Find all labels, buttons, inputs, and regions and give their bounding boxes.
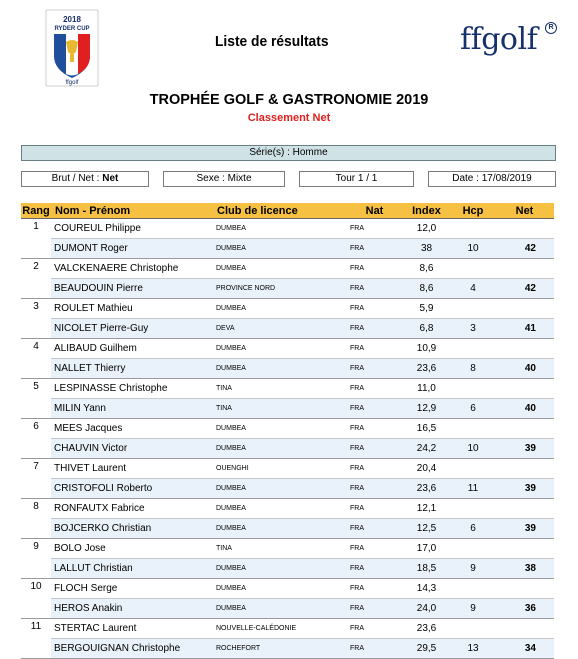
team-hcp: 6 <box>451 399 495 419</box>
player-index: 16,5 <box>402 419 451 439</box>
player-club: DUMBEA <box>213 299 347 319</box>
player-name: VALCKENAERE Christophe <box>51 259 213 279</box>
team-hcp <box>451 579 495 599</box>
player-nat: FRA <box>347 599 402 619</box>
team-net <box>495 379 554 399</box>
rank-cell: 3 <box>21 299 51 319</box>
rank-cell: 6 <box>21 419 51 439</box>
col-club: Club de licence <box>213 203 347 219</box>
table-row <box>21 379 554 399</box>
team-hcp <box>451 259 495 279</box>
team-net: 40 <box>495 359 554 379</box>
rank-cell: 11 <box>21 619 51 639</box>
table-row <box>21 299 554 319</box>
player-name: DUMONT Roger <box>51 239 213 259</box>
team-net: 36 <box>495 599 554 619</box>
team-net <box>495 499 554 519</box>
player-club: DUMBEA <box>213 219 347 239</box>
table-header <box>21 203 554 219</box>
player-index: 29,5 <box>402 639 451 659</box>
team-net: 39 <box>495 439 554 459</box>
player-club: DUMBEA <box>213 239 347 259</box>
svg-text:2018: 2018 <box>63 15 81 24</box>
player-name: CRISTOFOLI Roberto <box>51 479 213 499</box>
player-nat: FRA <box>347 259 402 279</box>
player-index: 18,5 <box>402 559 451 579</box>
player-club: TINA <box>213 379 347 399</box>
player-name: NALLET Thierry <box>51 359 213 379</box>
svg-text:RYDER CUP: RYDER CUP <box>54 26 90 32</box>
table-row <box>21 559 554 579</box>
team-hcp <box>451 419 495 439</box>
player-nat: FRA <box>347 459 402 479</box>
player-name: STERTAC Laurent <box>51 619 213 639</box>
player-index: 17,0 <box>402 539 451 559</box>
team-net: 40 <box>495 399 554 419</box>
team-net <box>495 299 554 319</box>
date-box: Date : 17/08/2019 <box>428 171 556 187</box>
player-club: DUMBEA <box>213 339 347 359</box>
col-net: Net <box>495 203 554 219</box>
tour-box: Tour 1 / 1 <box>299 171 414 187</box>
team-net: 38 <box>495 559 554 579</box>
table-row <box>21 639 554 659</box>
table-row <box>21 459 554 479</box>
player-club: TINA <box>213 399 347 419</box>
rank-cell: 4 <box>21 339 51 359</box>
player-club: DEVA <box>213 319 347 339</box>
brut-net-box <box>21 171 149 187</box>
rank-cell-empty <box>21 599 51 619</box>
table-row <box>21 579 554 599</box>
player-nat: FRA <box>347 299 402 319</box>
player-nat: FRA <box>347 239 402 259</box>
player-club: PROVINCE NORD <box>213 279 347 299</box>
col-nom: Nom - Prénom <box>51 203 213 219</box>
team-net: 41 <box>495 319 554 339</box>
team-net <box>495 259 554 279</box>
player-club: DUMBEA <box>213 439 347 459</box>
player-nat: FRA <box>347 279 402 299</box>
col-nat: Nat <box>347 203 402 219</box>
table-row <box>21 259 554 279</box>
team-net <box>495 219 554 239</box>
table-row <box>21 479 554 499</box>
player-nat: FRA <box>347 359 402 379</box>
competition-title: TROPHÉE GOLF & GASTRONOMIE 2019 <box>149 92 429 108</box>
table-row <box>21 319 554 339</box>
player-index: 12,9 <box>402 399 451 419</box>
rank-cell-empty <box>21 399 51 419</box>
table-row <box>21 419 554 439</box>
player-index: 6,8 <box>402 319 451 339</box>
ffgolf-logo: ffgolf <box>460 22 538 57</box>
rank-cell-empty <box>21 319 51 339</box>
team-net <box>495 579 554 599</box>
table-row <box>21 219 554 239</box>
table-row <box>21 399 554 419</box>
player-name: HEROS Anakin <box>51 599 213 619</box>
team-hcp: 4 <box>451 279 495 299</box>
rank-cell-empty <box>21 239 51 259</box>
player-index: 8,6 <box>402 279 451 299</box>
table-row <box>21 619 554 639</box>
results-table <box>21 203 554 659</box>
player-nat: FRA <box>347 639 402 659</box>
team-hcp: 6 <box>451 519 495 539</box>
table-row <box>21 239 554 259</box>
team-hcp <box>451 459 495 479</box>
table-row <box>21 339 554 359</box>
player-name: MILIN Yann <box>51 399 213 419</box>
player-nat: FRA <box>347 219 402 239</box>
table-row <box>21 359 554 379</box>
team-net <box>495 339 554 359</box>
player-index: 23,6 <box>402 479 451 499</box>
player-index: 20,4 <box>402 459 451 479</box>
player-name: MEES Jacques <box>51 419 213 439</box>
player-index: 11,0 <box>402 379 451 399</box>
player-club: DUMBEA <box>213 499 347 519</box>
player-name: BERGOUIGNAN Christophe <box>51 639 213 659</box>
team-net: 39 <box>495 479 554 499</box>
player-club: DUMBEA <box>213 599 347 619</box>
player-nat: FRA <box>347 339 402 359</box>
document-title: Liste de résultats <box>215 33 329 50</box>
rank-cell: 10 <box>21 579 51 599</box>
player-name: ROULET Mathieu <box>51 299 213 319</box>
team-net <box>495 419 554 439</box>
col-index: Index <box>402 203 451 219</box>
serie-bar: Série(s) : Homme <box>21 145 556 161</box>
player-nat: FRA <box>347 619 402 639</box>
team-hcp: 8 <box>451 359 495 379</box>
team-hcp <box>451 379 495 399</box>
player-name: ALIBAUD Guilhem <box>51 339 213 359</box>
team-net: 39 <box>495 519 554 539</box>
team-hcp: 11 <box>451 479 495 499</box>
team-hcp: 9 <box>451 599 495 619</box>
player-name: BOJCERKO Christian <box>51 519 213 539</box>
player-index: 8,6 <box>402 259 451 279</box>
player-nat: FRA <box>347 539 402 559</box>
player-nat: FRA <box>347 579 402 599</box>
player-index: 5,9 <box>402 299 451 319</box>
player-club: TINA <box>213 539 347 559</box>
team-hcp <box>451 299 495 319</box>
col-hcp: Hcp <box>451 203 495 219</box>
player-name: RONFAUTX Fabrice <box>51 499 213 519</box>
rank-cell-empty <box>21 359 51 379</box>
brut-net-value: Net <box>102 173 119 184</box>
player-index: 23,6 <box>402 619 451 639</box>
team-hcp: 13 <box>451 639 495 659</box>
player-index: 24,0 <box>402 599 451 619</box>
table-row <box>21 499 554 519</box>
player-nat: FRA <box>347 379 402 399</box>
player-name: BEAUDOUIN Pierre <box>51 279 213 299</box>
rank-cell: 5 <box>21 379 51 399</box>
player-nat: FRA <box>347 499 402 519</box>
team-hcp <box>451 219 495 239</box>
table-row <box>21 599 554 619</box>
rank-cell-empty <box>21 519 51 539</box>
table-row <box>21 519 554 539</box>
player-nat: FRA <box>347 439 402 459</box>
player-name: NICOLET Pierre-Guy <box>51 319 213 339</box>
player-name: CHAUVIN Victor <box>51 439 213 459</box>
ryder-cup-logo <box>44 8 100 88</box>
player-nat: FRA <box>347 399 402 419</box>
table-row <box>21 539 554 559</box>
col-rang: Rang <box>22 204 50 217</box>
table-row <box>21 279 554 299</box>
player-club: DUMBEA <box>213 519 347 539</box>
player-index: 12,1 <box>402 499 451 519</box>
rank-cell-empty <box>21 479 51 499</box>
registered-mark: R <box>545 22 557 34</box>
classement-subtitle: Classement Net <box>247 112 331 124</box>
player-name: BOLO Jose <box>51 539 213 559</box>
player-index: 38 <box>402 239 451 259</box>
player-index: 10,9 <box>402 339 451 359</box>
brut-net-label: Brut / Net : <box>51 173 100 184</box>
rank-cell: 9 <box>21 539 51 559</box>
team-hcp: 10 <box>451 439 495 459</box>
player-index: 12,5 <box>402 519 451 539</box>
player-name: THIVET Laurent <box>51 459 213 479</box>
team-net: 42 <box>495 239 554 259</box>
player-club: DUMBEA <box>213 559 347 579</box>
player-club: DUMBEA <box>213 479 347 499</box>
player-index: 12,0 <box>402 219 451 239</box>
rank-cell-empty <box>21 639 51 659</box>
player-index: 14,3 <box>402 579 451 599</box>
player-club: DUMBEA <box>213 419 347 439</box>
rank-cell: 8 <box>21 499 51 519</box>
rank-cell-empty <box>21 279 51 299</box>
team-net: 34 <box>495 639 554 659</box>
player-club: OUENGHI <box>213 459 347 479</box>
svg-text:ffgolf: ffgolf <box>65 80 79 86</box>
rank-cell: 1 <box>21 219 51 239</box>
team-net: 42 <box>495 279 554 299</box>
player-index: 23,6 <box>402 359 451 379</box>
team-hcp: 9 <box>451 559 495 579</box>
team-hcp <box>451 539 495 559</box>
player-club: DUMBEA <box>213 259 347 279</box>
player-name: LESPINASSE Christophe <box>51 379 213 399</box>
player-nat: FRA <box>347 319 402 339</box>
player-name: LALLUT Christian <box>51 559 213 579</box>
rank-cell-empty <box>21 559 51 579</box>
team-hcp <box>451 339 495 359</box>
team-hcp: 10 <box>451 239 495 259</box>
rank-cell: 7 <box>21 459 51 479</box>
team-net <box>495 539 554 559</box>
sexe-box: Sexe : Mixte <box>163 171 285 187</box>
table-row <box>21 439 554 459</box>
team-hcp: 3 <box>451 319 495 339</box>
player-club: ROCHEFORT <box>213 639 347 659</box>
player-club: NOUVELLE-CALÉDONIE <box>213 619 347 639</box>
player-nat: FRA <box>347 559 402 579</box>
player-nat: FRA <box>347 419 402 439</box>
team-net <box>495 619 554 639</box>
player-club: DUMBEA <box>213 359 347 379</box>
player-club: DUMBEA <box>213 579 347 599</box>
rank-cell: 2 <box>21 259 51 279</box>
team-hcp <box>451 619 495 639</box>
player-index: 24,2 <box>402 439 451 459</box>
player-name: COUREUL Philippe <box>51 219 213 239</box>
player-nat: FRA <box>347 519 402 539</box>
player-nat: FRA <box>347 479 402 499</box>
rank-cell-empty <box>21 439 51 459</box>
team-net <box>495 459 554 479</box>
player-name: FLOCH Serge <box>51 579 213 599</box>
team-hcp <box>451 499 495 519</box>
